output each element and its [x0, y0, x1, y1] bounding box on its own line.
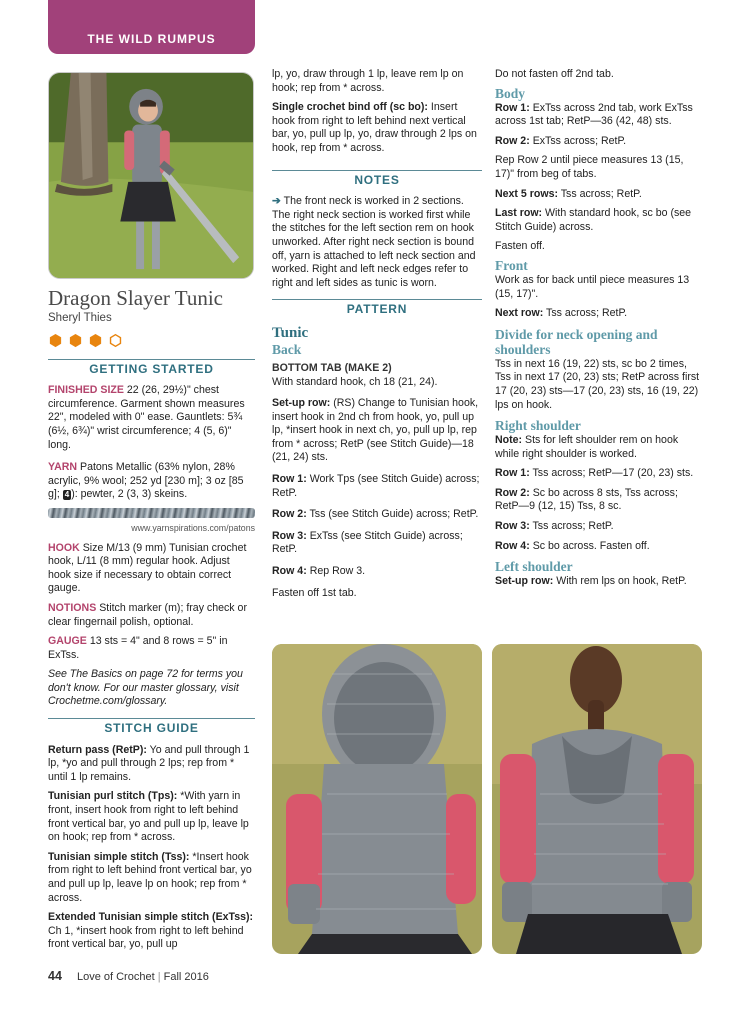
- stitch-item: [48, 790, 255, 844]
- stitch-text: Ch 1, *insert hook from right to left behind front vertical bar, yo, pull up: [48, 924, 244, 951]
- row-text: Rep Row 3.: [309, 565, 366, 578]
- model-photo-hood-front: [272, 644, 482, 954]
- row-text: ExTss across; RetP.: [532, 134, 627, 147]
- column-middle: [272, 68, 482, 606]
- row-term: Row 1:: [495, 467, 530, 480]
- notes-paragraph: [272, 195, 482, 290]
- bottom-tab-text: With standard hook, ch 18 (21, 24).: [272, 375, 438, 388]
- finished-size-label: FINISHED SIZE: [48, 384, 124, 397]
- sc-bo-paragraph: [272, 101, 482, 155]
- model-photo-hood-back: [492, 644, 702, 954]
- right-shoulder-heading: Right shoulder: [495, 418, 581, 434]
- pattern-title: Dragon Slayer Tunic: [48, 286, 223, 310]
- row-term: Row 2:: [272, 508, 307, 521]
- stitch-term: Return pass (RetP):: [48, 743, 147, 756]
- basics-note: See The Basics on page 72 for terms you don't know. For our master glossary, visit Crochetme.com/glossary.: [48, 668, 243, 708]
- row-term: Set-up row:: [495, 575, 554, 588]
- getting-started-heading: GETTING STARTED: [48, 359, 255, 377]
- notions-text: Stitch marker (m); fray check or clear fingernail polish, optional.: [48, 601, 247, 628]
- row-text: ExTss across 2nd tab, work ExTss across 1st tab; RetP—36 (42, 48) sts.: [495, 101, 693, 128]
- notions-label: NOTIONS: [48, 601, 97, 614]
- footer-separator: |: [157, 971, 161, 983]
- yarn-url: www.yarnspirations.com/patons: [131, 522, 255, 533]
- next-5-rows: [495, 188, 703, 202]
- gauge-label: GAUGE: [48, 635, 87, 648]
- row-term: Last row:: [495, 207, 543, 220]
- notions-paragraph: [48, 602, 255, 629]
- rs-row-3: [495, 520, 703, 534]
- stitch-item: [48, 744, 255, 785]
- divide-heading: Divide for neck opening and shoulders: [495, 326, 658, 357]
- yarn-text-end: ): pewter, 2 (3, 3) skeins.: [71, 488, 188, 501]
- designer-name: Sheryl Thies: [48, 312, 112, 324]
- body-heading: Body: [495, 85, 526, 101]
- magazine-name: Love of Crochet: [76, 971, 155, 983]
- yarn-label: YARN: [48, 461, 78, 474]
- row-text: With standard hook, sc bo (see Stitch Guide) across.: [495, 207, 692, 233]
- right-shoulder-note: [495, 434, 703, 461]
- last-row: [495, 207, 703, 234]
- hook-text: Size M/13 (9 mm) Tunisian crochet hook, L/11 (8 mm) regular hook. Adjust hook size if necessary to obtain correct gauge.: [48, 541, 247, 595]
- yarn-weight-icon: 4: [64, 490, 70, 500]
- stitch-text: *With yarn in front, insert hook from right to left behind front vertical bar, yo and pull up lp, leave lp on hook; rep from * across.: [48, 790, 249, 844]
- setup-row-term: Set-up row:: [272, 397, 331, 410]
- row-1: [272, 473, 482, 500]
- skill-hexagon-filled-icon: [48, 333, 63, 348]
- extss-continued: lp, yo, draw through 1 lp, leave rem lp on hook; rep from * across.: [272, 68, 464, 94]
- sc-bo-text: Insert hook from right to left behind next vertical bar, yo, pull up lp, yo, draw through 2 lps on hook, rep from * across.: [272, 101, 477, 154]
- note-text: Sts for left shoulder rem on hook while right shoulder is worked.: [495, 434, 679, 460]
- issue-date: Fall 2016: [163, 971, 209, 983]
- row-text: Tss (see Stitch Guide) across; RetP.: [309, 508, 479, 521]
- column-right: [495, 68, 703, 595]
- yarn-swatch-image: [48, 508, 255, 518]
- row-term: Row 1:: [272, 473, 307, 486]
- sc-bo-term: Single crochet bind off (sc bo):: [272, 101, 428, 114]
- row-term: Row 1:: [495, 101, 530, 114]
- page-number: 44: [48, 969, 62, 983]
- row-text: Work Tps (see Stitch Guide) across; RetP.: [272, 473, 480, 499]
- row-term: Row 4:: [272, 565, 307, 578]
- section-banner: [48, 0, 255, 54]
- gauge-text: 13 sts = 4" and 8 rows = 5" in ExTss.: [48, 635, 228, 661]
- row-term: Next row:: [495, 307, 544, 320]
- skill-level-rating: [48, 333, 255, 348]
- left-shoulder-heading: Left shoulder: [495, 559, 573, 575]
- row-text: Tss across; RetP.: [560, 187, 642, 200]
- row-text: Tss across; RetP.: [546, 307, 628, 320]
- row-text: Tss across; RetP.: [532, 520, 614, 533]
- row-text: Sc bo across. Fasten off.: [532, 539, 650, 552]
- notes-heading: NOTES: [272, 170, 482, 188]
- row-text: ExTss (see Stitch Guide) across; RetP.: [272, 529, 463, 556]
- finished-size-text: 22 (26, 29½)" chest circumference. Garment shown measures 22", modeled with 0" ease. Gauntlets: 5¾ (6½, 6¾)" wrist circumference; 4 (5, 6)" long.: [48, 384, 245, 451]
- next-row: [495, 307, 703, 321]
- row-text: Sc bo across 8 sts, Tss across; RetP—9 (12, 15) Tss, 8 sc.: [495, 486, 678, 513]
- front-text: Work as for back until piece measures 13 (15, 17)".: [495, 273, 690, 300]
- fasten-off-text: Fasten off 1st tab.: [272, 586, 357, 599]
- finished-size-paragraph: [48, 384, 255, 452]
- arrow-right-icon: ➔: [272, 195, 281, 208]
- stitch-item: [48, 911, 255, 952]
- page-footer: [48, 970, 209, 985]
- stitch-guide-heading: STITCH GUIDE: [48, 718, 255, 736]
- rs-row-1: [495, 467, 703, 481]
- row-term: Row 3:: [272, 529, 307, 542]
- yarn-paragraph: [48, 461, 255, 502]
- hook-paragraph: [48, 542, 255, 596]
- hook-label: HOOK: [48, 541, 80, 554]
- note-term: Note:: [495, 434, 523, 447]
- row-term: Next 5 rows:: [495, 187, 558, 200]
- skill-hexagon-filled-icon: [68, 333, 83, 348]
- front-heading: Front: [495, 257, 528, 273]
- setup-row-text: (RS) Change to Tunisian hook, insert hook in 2nd ch from hook, yo, pull up lp, *insert hook in next ch, yo, pull up lp, rep from * across; RetP (see Stitch Guide)—18 (21, 24) sts.: [272, 397, 479, 464]
- row-term: Row 3:: [495, 520, 530, 533]
- column-left: [48, 286, 255, 958]
- gauge-paragraph: [48, 635, 255, 662]
- pattern-heading: PATTERN: [272, 299, 482, 317]
- skill-hexagon-filled-icon: [88, 333, 103, 348]
- yarn-text: Patons Metallic (63% nylon, 28% acrylic, 9% wool; 252 yd [230 m]; 3 oz [85 g];: [48, 461, 244, 501]
- bottom-tab-heading: BOTTOM TAB (MAKE 2): [272, 361, 392, 374]
- tunic-heading: Tunic: [272, 324, 309, 341]
- row-4: [272, 565, 482, 579]
- stitch-text: *Insert hook from right to left behind front vertical bar, yo and pull up lp, leave lp on hook; rep from * across.: [48, 850, 252, 904]
- back-heading: Back: [272, 341, 302, 357]
- left-setup-row: [495, 575, 703, 589]
- stitch-text: Yo and pull through 1 lp, *yo and pull through 2 lps; rep from * until 1 lp remains.: [48, 743, 250, 783]
- row-term: Row 2:: [495, 486, 530, 499]
- body-rep-text: Rep Row 2 until piece measures 13 (15, 17)" from beg of tabs.: [495, 154, 684, 180]
- rs-row-2: [495, 487, 703, 514]
- row-text: Tss across; RetP—17 (20, 23) sts.: [532, 467, 694, 480]
- intro-text: Do not fasten off 2nd tab.: [495, 68, 614, 80]
- row-text: With rem lps on hook, RetP.: [556, 575, 687, 588]
- row-2: [272, 508, 482, 522]
- stitch-item: [48, 851, 255, 905]
- body-row-1: [495, 102, 703, 129]
- stitch-term: Extended Tunisian simple stitch (ExTss):: [48, 911, 254, 924]
- model-photo-sword: [48, 72, 254, 279]
- row-term: Row 4:: [495, 539, 530, 552]
- stitch-term: Tunisian purl stitch (Tps):: [48, 790, 178, 803]
- rs-row-4: [495, 540, 703, 554]
- fasten-off-text: Fasten off.: [495, 240, 545, 253]
- row-3: [272, 530, 482, 557]
- row-term: Row 2:: [495, 134, 530, 147]
- stitch-term: Tunisian simple stitch (Tss):: [48, 850, 190, 863]
- section-banner-label: THE WILD RUMPUS: [87, 32, 216, 47]
- notes-text: The front neck is worked in 2 sections. The right neck section is worked first while the stitches for the left section rem on hook unworked. After right neck section is bound off, yarn is attached to left neck section and worked. Right and left neck edges refer to right and left sides as tunic is worn.: [272, 195, 476, 289]
- body-row-2: [495, 135, 703, 149]
- skill-hexagon-empty-icon: [108, 333, 123, 348]
- divide-text: Tss in next 16 (19, 22) sts, sc bo 2 times, Tss in next 17 (20, 23) sts; RetP across first 17 (20, 23) sts—17 (20, 23) sts, 16 (19, 22) lps on hook.: [495, 357, 700, 411]
- setup-row: [272, 397, 482, 465]
